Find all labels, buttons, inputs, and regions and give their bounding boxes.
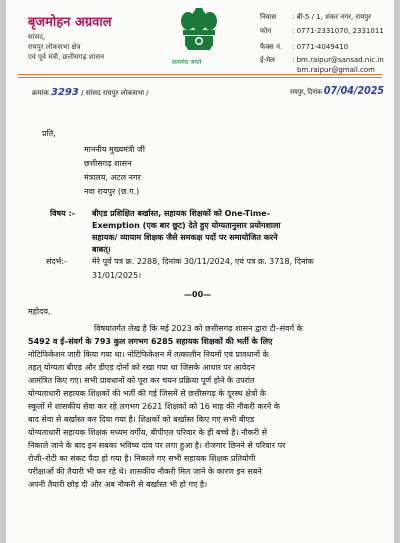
header-rule [18, 74, 382, 75]
body-line: स्कूलों में शासकीय सेवा कर रहे लगभग 2621 शिक्षकों को 16 माह की नौकरी करने के [28, 402, 280, 411]
email-secondary: bm.raipur@gmail.com [297, 66, 375, 74]
dateline: रायपुर, दिनांक 07/04/2025 [290, 84, 385, 97]
body-line: अपनी तैयारी छोड़ दी और अब नौकरी से बर्खास्त भी हो गए है। [28, 480, 208, 489]
sender-name: बृजमोहन अग्रवाल [28, 15, 112, 30]
reference-note-line: मेरे पूर्व पत्र क्र. 2288, दिनांक 30/11/2024, एवं पत्र क्र. 3718, दिनांक [92, 257, 314, 266]
body-line: रोजी–रोटी का संकट पैदा हो गया है। निकाले गए सभी सहायक शिक्षक प्रतियोगी [28, 454, 256, 463]
recipient-line: माननीय मुख्यमंत्री जी [84, 145, 145, 154]
sender-title: सांसद, [28, 33, 46, 41]
handwritten-date: 07/04/2025 [323, 84, 385, 97]
reference-number: क्रमांक 3293 / सांसद रायपुर लोकसभा / [32, 87, 149, 98]
email-primary: : bm.raipur@sansad.nic.in [292, 56, 384, 64]
subject-line: बाबत्। [92, 245, 111, 254]
reference-label: संदर्भ:- [46, 257, 67, 266]
recipient-line: नवा रायपुर (छ.ग.) [84, 187, 140, 196]
body-line: परीक्षाओं की तैयारी भी कर रहे थे। शासकीय नौकरी मिल जाने के कारण इन सबने [28, 467, 262, 476]
recipient-prati: प्रति, [42, 129, 56, 138]
subject-line: Exemption (एक बार छूट) देते हुए योग्यतानुसार प्रयोगशाला [92, 221, 281, 230]
phone-label: फोन [260, 27, 272, 35]
body-line: विषयांतर्गत लेख है कि मई 2023 को छत्तीसगढ़ शासन द्वारा टी–संवर्ग के [94, 324, 303, 333]
recipient-line: छत्तीसगढ़ शासन [84, 159, 132, 168]
body-line: निकाले जाने के बाद इन सबका भविष्य दांव पर लगा हुआ है। रोजगार छिनने से परिवार पर [28, 441, 286, 450]
subject-line: बीएड प्रशिक्षित बर्खास्त, सहायक शिक्षकों को One-Time- [92, 209, 270, 218]
salutation: महोदय, [28, 307, 51, 316]
fax-value: : 0771-4049410 [292, 43, 349, 51]
recipient-line: मंत्रालय, अटल नगर [84, 173, 141, 182]
body-line: बाद सेवा से बर्खास्त कर दिया गया है। शिक्षकों को बर्खास्त किए गए सभी बीएड [28, 415, 255, 424]
reference-note-line: 31/01/2025। [92, 271, 142, 280]
emblem-motto: सत्यमेव जयते [172, 59, 202, 66]
divider-mark: —00— [184, 290, 212, 299]
fax-label: फैक्स नं. [260, 43, 283, 51]
sender-former-post: एवं पूर्व मंत्री, छत्तीसगढ़ शासन [28, 53, 104, 61]
sender-constituency: रायपुर लोकसभा क्षेत्र [28, 43, 81, 51]
email-label: ई-मेल [260, 56, 275, 64]
header-rule-thin [18, 77, 382, 78]
body-line: 5492 व ई–संवर्ग के 793 कुल लगभग 6285 सहायक शिक्षकों की भर्ती के लिए [28, 337, 273, 346]
subject-label: विषय :- [50, 209, 76, 218]
address-label: निवास [260, 13, 277, 21]
subject-line: सहायक/ व्यायाम शिक्षक जैसे समकक्ष पदों पर समायोजित करने [92, 233, 278, 242]
letter-page [6, 0, 394, 543]
body-line: योग्यताधारी सहायक शिक्षक मध्यम वर्गीय, बीपीएल परिवार के ही बच्चे है। नौकरी से [28, 428, 268, 437]
handwritten-ref-number: 3293 [51, 87, 79, 98]
body-line: नोटिफिकेशन जारी किया गया था। नोटिफिकेशन में तत्कालीन नियमों एवं प्रावधानों के [28, 350, 269, 359]
body-line: तहत् योग्यता बीएड और डीएड दोनों को रखा गया था जिसके आधार पर आवेदन [28, 363, 255, 372]
address-value: : बी-5 / 1, शंकर नगर, रायपुर [292, 13, 372, 21]
body-line: आमंत्रित किए गए। सभी प्रावधानों को पूरा कर चयन प्रक्रिया पूर्ण होने के उपरांत [28, 376, 255, 385]
phone-value: : 0771-2331070, 2331011 [292, 27, 384, 35]
body-line: योग्यताधारी सहायक शिक्षकों की भर्ती की गई जिसमें से छत्तीसगढ़ के दूरस्थ क्षेत्रों के [28, 389, 267, 398]
